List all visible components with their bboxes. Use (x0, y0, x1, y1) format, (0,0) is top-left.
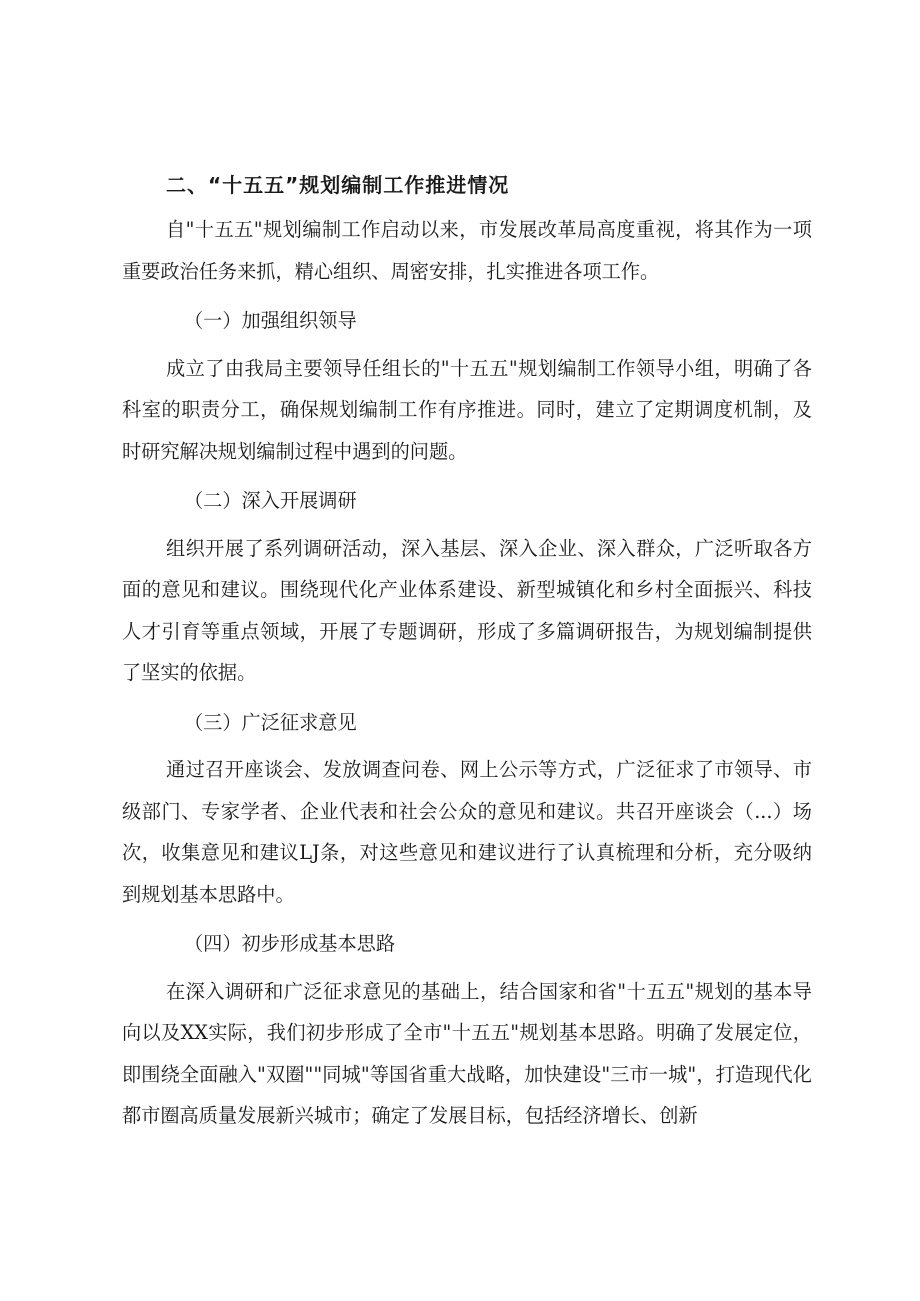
subsection-title-1: （一）加强组织领导 (184, 309, 357, 332)
subsection-title-4: （四）初步形成基本思路 (184, 932, 396, 955)
subsection-body-1: 成立了由我局主要领导任组长的"十五五"规划编制工作领导小组，明确了各科室的职责分工，确保规划编制工作有序推进。同时，建立了定期调度机制，及时研究解决规划编制过程中遇到的问题。 (122, 356, 812, 463)
subsection-body-2: 组织开展了系列调研活动，深入基层、深入企业、深入群众，广泛听取各方面的意见和建议。围绕现代化产业体系建设、新型城镇化和乡村全面振兴、科技人才引育等重点领域，开展了专题调研，形成了多篇调研报告，为规划编制提供了坚实的依据。 (122, 536, 812, 684)
subsection-title-3: （三）广泛征求意见 (184, 710, 357, 734)
subsection-body-3: 通过召开座谈会、发放调查问卷、网上公示等方式，广泛征求了市领导、市级部门、专家学者、企业代表和社会公众的意见和建议。共召开座谈会（...）场次，收集意见和建议LJ条，对这些意见和建议进行了认真梳理和分析，充分吸纳到规划基本思路中。 (122, 758, 812, 906)
intro-paragraph: 自"十五五"规划编制工作启动以来，市发展改革局高度重视，将其作为一项重要政治任务来抓，精心组织、周密安排，扎实推进各项工作。 (122, 218, 812, 283)
subsection-body-4: 在深入调研和广泛征求意见的基础上，结合国家和省"十五五"规划的基本导向以及XX实际，我们初步形成了全市"十五五"规划基本思路。明确了发展定位，即围绕全面融入"双圈""同城"等国省重大战略，加快建设"三市一城"，打造现代化都市圈高质量发展新兴城市；确定了发展目标，包括经济增长、创新 (122, 979, 812, 1127)
subsection-title-2: （二）深入开展调研 (184, 489, 357, 512)
section-heading: 二、“十五五”规划编制工作推进情况 (166, 173, 510, 197)
document-body (122, 167, 812, 1137)
